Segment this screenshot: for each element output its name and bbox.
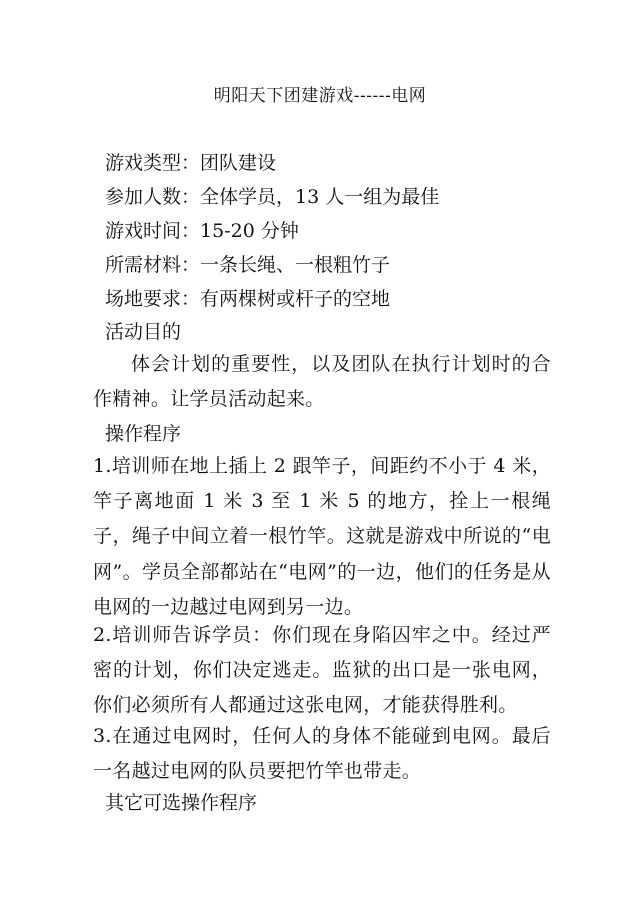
purpose-paragraph: 体会计划的重要性，以及团队在执行计划时的合作精神。让学员活动起来。	[93, 353, 551, 411]
meta-label: 场地要求：	[105, 288, 201, 310]
meta-label: 所需材料：	[105, 254, 201, 276]
meta-row-participants	[105, 184, 439, 210]
other-procedure-heading: 其它可选操作程序	[105, 792, 258, 814]
meta-row-duration	[105, 218, 299, 244]
meta-label: 游戏时间：	[105, 220, 201, 242]
procedure-heading: 操作程序	[105, 423, 182, 445]
procedure-step-2: 2.培训师告诉学员：你们现在身陷囚牢之中。经过严密的计划，你们决定逃走。监狱的出口是一张电网，你们必须所有人都通过这张电网，才能获得胜利。	[93, 624, 551, 717]
document-title: 明阳天下团建游戏------电网	[213, 86, 427, 106]
meta-row-game-type	[105, 150, 276, 176]
meta-value: 一条长绳、一根粗竹子	[200, 254, 391, 276]
purpose-heading: 活动目的	[105, 321, 182, 343]
meta-value: 15-20 分钟	[200, 220, 299, 242]
meta-value: 团队建设	[200, 152, 277, 174]
meta-value: 有两棵树或杆子的空地	[200, 288, 391, 310]
procedure-step-3: 3.在通过电网时，任何人的身体不能碰到电网。最后一名越过电网的队员要把竹竿也带走。	[93, 725, 551, 783]
meta-label: 游戏类型：	[105, 152, 201, 174]
meta-value: 全体学员，13 人一组为最佳	[200, 186, 440, 208]
meta-row-venue	[105, 286, 390, 312]
meta-row-materials	[105, 252, 390, 278]
procedure-step-1: 1.培训师在地上插上 2 跟竿子，间距约不小于 4 米，竿子离地面 1 米 3 至 1 米 5 的地方，拴上一根绳子，绳子中间立着一根竹竿。这就是游戏中所说的“电网”。学员全部都站在“电网”的一边，他们的任务是从电网的一边越过电网到另一边。	[93, 455, 551, 618]
meta-label: 参加人数：	[105, 186, 201, 208]
